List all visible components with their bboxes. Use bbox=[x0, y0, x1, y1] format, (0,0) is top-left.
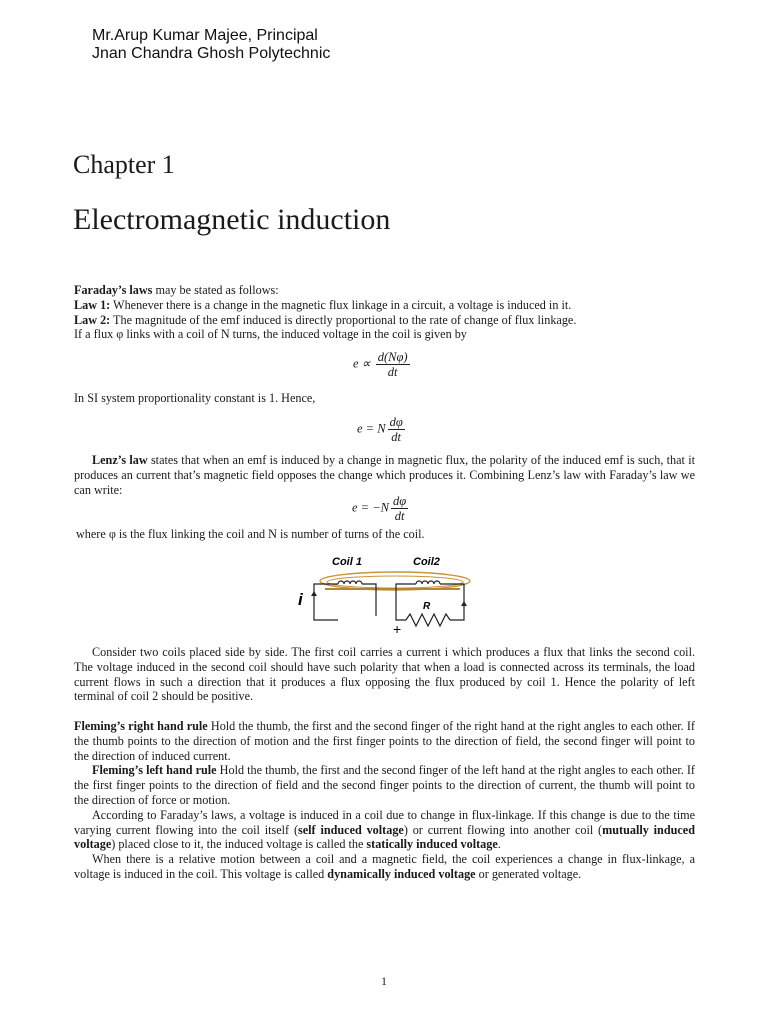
resistor-zigzag bbox=[406, 614, 450, 626]
fleming-left-bold: Fleming’s left hand rule bbox=[92, 763, 217, 778]
faraday-intro: Faraday’s laws may be stated as follows: bbox=[74, 283, 279, 297]
fleming-right-bold: Fleming’s right hand rule bbox=[74, 719, 208, 733]
coil2-turns bbox=[416, 581, 440, 584]
law-2-label: Law 2: bbox=[74, 312, 111, 327]
resistor-label: R bbox=[423, 601, 431, 612]
chapter-label: Chapter 1 bbox=[73, 150, 175, 179]
chapter-title: Electromagnetic induction bbox=[73, 203, 391, 236]
institution-line: Jnan Chandra Ghosh Polytechnic bbox=[92, 45, 331, 62]
flux-line: If a flux φ links with a coil of N turns, the induced voltage in the coil is given by bbox=[74, 327, 467, 342]
equation-2: e = N $\frac{d\varphi}{dt}$ bbox=[357, 415, 403, 444]
lenz-paragraph: Lenz’s law states that when an emf is induced by a change in magnetic flux, the polarity of the induced emf is such, that it produces an current that’s magnetic field opposes the change which produces it. Combining Lenz’s law with Faraday’s law we can write: bbox=[74, 453, 696, 497]
where-line: where φ is the flux linking the coil and N is number of turns of the coil. bbox=[76, 527, 425, 541]
author-line: Mr.Arup Kumar Majee, Principal bbox=[92, 27, 318, 44]
equation-3: e = −N $\frac{d\varphi}{dt}$ bbox=[352, 494, 407, 523]
equation-1: e ∝ $\frac{d(N\varphi)}{dt}$ bbox=[353, 350, 408, 379]
plus-label: + bbox=[393, 621, 402, 637]
coils-diagram bbox=[290, 548, 480, 640]
coils-paragraph: Consider two coils placed side by side. The first coil carries a current i which produces a flux that links the second coil. The voltage induced in the second coil should have such polarity that when a load is connected across its terminals, the load current flows in such a direction that it produces a flux opposing the flux produced by coil 1. Hence the polarity of left terminal of coil 2 should be positive. bbox=[74, 645, 695, 704]
relative-motion-paragraph: When there is a relative motion between a coil and a magnetic field, the coil experiences a change in flux-linkage, a voltage is induced in the coil. This voltage is called dynamically induced voltage or generated voltage. bbox=[74, 852, 695, 881]
coil1-turns bbox=[338, 581, 362, 584]
faraday-laws-section bbox=[74, 283, 695, 342]
law-2: Law 2: The magnitude of the emf induced is directly proportional to the rate of change of flux linkage. bbox=[74, 312, 577, 327]
faraday-induced-paragraph: According to Faraday’s laws, a voltage is induced in a coil due to change in flux-linkage. If this change is due to the time varying current flowing into the coil itself (self induced voltage) or current flowing into another coil (mutually induced voltage) placed close to it, the induced voltage is called the statically induced voltage. bbox=[74, 807, 695, 852]
flux-loop-inner bbox=[327, 576, 463, 588]
coil2-arrow-head bbox=[461, 601, 467, 606]
coil1-label: Coil 1 bbox=[332, 556, 362, 568]
current-arrow-head bbox=[311, 591, 317, 596]
flemings-rules-section: Fleming’s right hand rule Hold the thumb, the first and the second finger of the right hand at the right angles to each other. If the thumb points to the direction of motion and the first finger points to the direction of field, the second finger will point to the direction of induced current. Fleming’s left hand rule Hold the thumb, the first and the second finger of the left hand at the right angles to each other. If the first finger points to the direction of field and the second finger points to the direction of current, the thumb will point to the direction of force or motion. According to Faraday’s laws, a voltage is induced in a coil due to change in flux-linkage. If this change is due to the time varying current flowing into the coil itself (self induced voltage) or current flowing into another coil (mutually induced voltage) placed close to it, the induced voltage is called the statically induced voltage. When there is a relative motion between a coil and a magnetic field, the coil experiences a change in flux-linkage, a voltage is induced in the coil. This voltage is called dynamically induced voltage or generated voltage. bbox=[74, 719, 695, 881]
faraday-intro-bold: Faraday’s laws bbox=[74, 283, 153, 297]
coil2-label: Coil2 bbox=[413, 556, 440, 568]
page-number: 1 bbox=[381, 974, 387, 988]
law-1-label: Law 1: bbox=[74, 297, 111, 312]
law-1: Law 1: Whenever there is a change in the magnetic flux linkage in a circuit, a voltage is induced in it. bbox=[74, 297, 572, 312]
si-line: In SI system proportionality constant is 1. Hence, bbox=[74, 391, 316, 405]
current-label: i bbox=[298, 590, 303, 609]
lenz-bold: Lenz’s law bbox=[92, 453, 148, 467]
